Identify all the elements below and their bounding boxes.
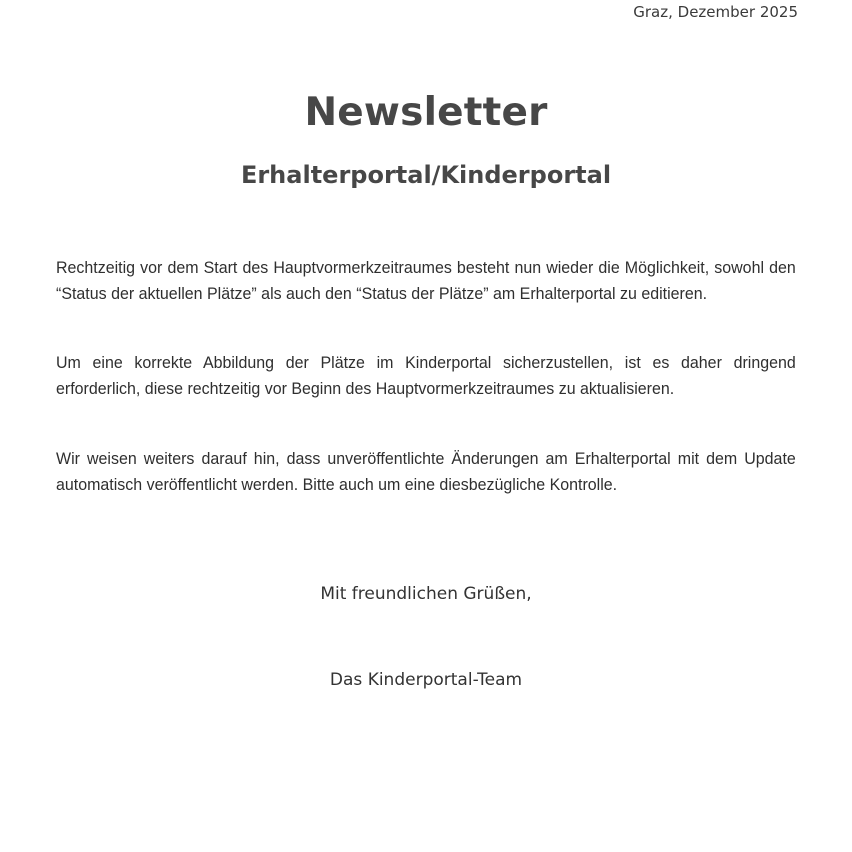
document-title: Newsletter [304,90,548,135]
paragraph-update-request: Um eine korrekte Abbildung der Plätze im Kinderportal sicherzustellen, ist es daher dringend erforderlich, diese rechtzeitig vor Beginn des Hauptvormerkzeitraumes zu aktualisieren. [56,353,796,398]
date-line: Graz, Dezember 2025 [633,3,798,21]
paragraph-intro: Rechtzeitig vor dem Start des Hauptvormerkzeitraumes besteht nun wieder die Möglichkeit, sowohl den “Status der aktuellen Plätze” als auch den “Status der Plätze” am Erhalterportal zu editieren. [56,258,796,303]
paragraph-publish-notice: Wir weisen weiters darauf hin, dass unveröffentlichte Änderungen am Erhalterportal mit dem Update automatisch veröffentlicht werden. Bitte auch um eine diesbezügliche Kontrolle. [56,449,796,494]
closing-greeting: Mit freundlichen Grüßen, [320,584,532,604]
signature: Das Kinderportal-Team [329,670,523,690]
document-subtitle: Erhalterportal/Kinderportal [240,161,612,189]
